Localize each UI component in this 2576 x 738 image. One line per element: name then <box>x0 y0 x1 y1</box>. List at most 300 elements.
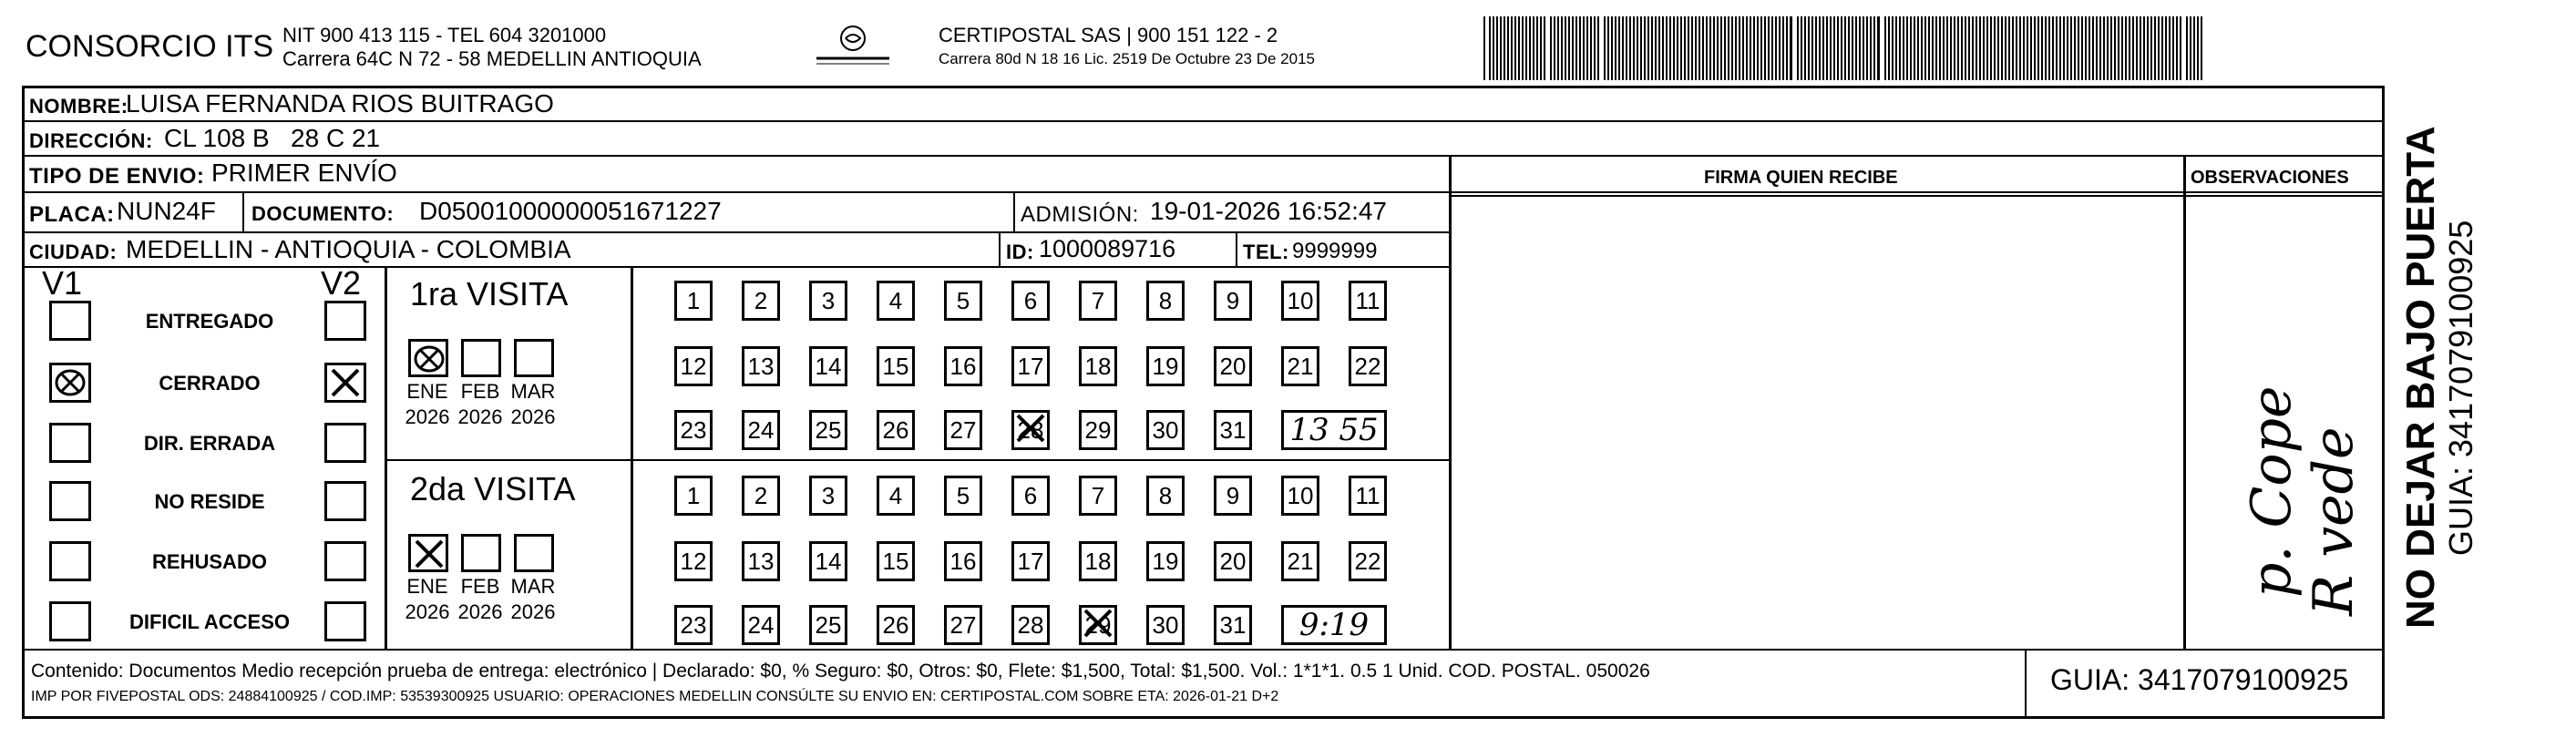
barcode-bar <box>1852 16 1853 80</box>
barcode-bar <box>1801 16 1802 80</box>
certipostal-name: CERTIPOSTAL SAS | 900 151 122 - 2 <box>939 24 1278 46</box>
barcode-bar <box>1557 16 1559 80</box>
day-box[interactable]: 14 <box>809 541 847 581</box>
day-box[interactable]: 2 <box>742 476 780 516</box>
barcode-bar <box>2041 16 2043 80</box>
barcode-bar <box>2074 16 2076 80</box>
placa-label: PLACA: <box>29 202 115 227</box>
day-box[interactable]: 29 <box>1079 410 1117 450</box>
barcode-bar <box>1489 16 1491 80</box>
day-box[interactable]: 23 <box>674 410 713 450</box>
admision-value: 19-01-2026 16:52:47 <box>1150 197 1387 225</box>
barcode-bar <box>2193 16 2195 80</box>
day-box[interactable]: 22 <box>1349 346 1387 386</box>
barcode-bar <box>2107 16 2109 80</box>
tel-value: 9999999 <box>1292 239 1378 263</box>
barcode-bar <box>2059 16 2061 80</box>
barcode-bar <box>1651 16 1653 80</box>
day-box[interactable]: 17 <box>1011 346 1050 386</box>
barcode-bar <box>1811 16 1813 80</box>
v1-checkbox[interactable] <box>49 601 91 641</box>
certipostal-info <box>939 24 1315 71</box>
visit-title: 1ra VISITA <box>410 275 569 313</box>
observaciones-label: OBSERVACIONES <box>2191 168 2349 188</box>
day-box[interactable]: 6 <box>1011 476 1050 516</box>
footer-imp: IMP POR FIVEPOSTAL ODS: 24884100925 / COD.IMP: 53539300925 USUARIO: OPERACIONES MEDELLIN CONSÚLTE SU ENVIO EN: CERTIPOSTAL.COM SOBRE ETA: 2026-01-21 D+2 <box>31 689 1279 704</box>
v2-checkbox[interactable] <box>324 301 366 341</box>
day-box[interactable]: 9 <box>1214 476 1252 516</box>
barcode-bar <box>1680 16 1682 80</box>
day-box[interactable]: 15 <box>877 541 915 581</box>
day-box[interactable]: 5 <box>944 476 982 516</box>
day-box[interactable]: 6 <box>1011 281 1050 321</box>
barcode-bar <box>1735 16 1737 80</box>
month-year: 2026 <box>510 600 556 623</box>
signature-area[interactable] <box>1451 197 2183 649</box>
barcode-bar <box>1815 16 1817 80</box>
day-box[interactable]: 4 <box>877 281 915 321</box>
day-box[interactable]: 8 <box>1146 281 1185 321</box>
v1-checkbox[interactable] <box>49 363 91 403</box>
day-box[interactable]: 13 <box>742 346 780 386</box>
barcode-bar <box>1976 16 1977 80</box>
day-box[interactable]: 23 <box>674 605 713 645</box>
barcode-bar <box>1910 16 1912 80</box>
v1-checkbox[interactable] <box>49 481 91 521</box>
day-box[interactable]: 7 <box>1079 476 1117 516</box>
day-box[interactable]: 13 <box>742 541 780 581</box>
barcode-bar <box>1771 16 1773 80</box>
day-marked-icon <box>1012 411 1049 455</box>
barcode-bar <box>2114 16 2116 80</box>
side-guia: GUIA: 3417079100925 <box>2442 220 2479 556</box>
barcode-bar <box>2172 16 2174 80</box>
month-checkbox[interactable] <box>461 534 501 572</box>
barcode-bar <box>1607 16 1609 80</box>
v2-header: V2 <box>321 264 362 302</box>
barcode-bar <box>2186 16 2188 80</box>
company-address: Carrera 64C N 72 - 58 MEDELLIN ANTIOQUIA <box>282 47 702 70</box>
barcode-bar <box>1906 16 1908 80</box>
barcode-bar <box>1957 16 1959 80</box>
barcode-bar <box>1961 16 1963 80</box>
barcode-bar <box>1764 16 1766 80</box>
company-info <box>282 24 702 71</box>
id-label: ID: <box>1006 241 1034 263</box>
barcode-bar <box>1986 16 1988 80</box>
day-box[interactable]: 15 <box>877 346 915 386</box>
day-box[interactable]: 24 <box>742 605 780 645</box>
barcode-bar <box>1522 16 1524 80</box>
day-box[interactable]: 14 <box>809 346 847 386</box>
barcode-bar <box>1655 16 1657 80</box>
status-label: CERRADO <box>159 372 261 395</box>
barcode-bar <box>2092 16 2094 80</box>
month-name: MAR <box>510 575 556 598</box>
barcode-bar <box>2140 16 2141 80</box>
company-nit: NIT 900 413 115 - TEL 604 3201000 <box>282 24 607 46</box>
day-box[interactable]: 21 <box>1281 346 1319 386</box>
barcode-bar <box>1611 16 1613 80</box>
barcode-bar <box>1724 16 1726 80</box>
barcode-bar <box>1493 16 1494 80</box>
barcode-bar <box>2161 16 2163 80</box>
barcode-bar <box>1572 16 1574 80</box>
status-label: ENTREGADO <box>145 310 274 333</box>
barcode-bar <box>2099 16 2101 80</box>
day-box[interactable]: 27 <box>944 410 982 450</box>
v1-checkbox[interactable] <box>49 541 91 581</box>
barcode-bar <box>1753 16 1755 80</box>
day-box[interactable]: 19 <box>1146 346 1185 386</box>
observaciones-area[interactable] <box>2185 197 2382 649</box>
status-label: DIR. ERRADA <box>143 432 276 455</box>
barcode-bar <box>1561 16 1563 80</box>
direccion-value: CL 108 B 28 C 21 <box>164 124 381 152</box>
barcode-bar <box>1833 16 1835 80</box>
barcode-bar <box>1746 16 1748 80</box>
barcode-bar <box>1717 16 1719 80</box>
day-box[interactable]: 8 <box>1146 476 1185 516</box>
tel-label: TEL: <box>1243 241 1289 263</box>
id-value: 1000089716 <box>1039 235 1176 262</box>
barcode-bar <box>1994 16 1996 80</box>
barcode-bar <box>1688 16 1689 80</box>
nombre-label: NOMBRE: <box>29 95 128 118</box>
barcode-bar <box>1808 16 1810 80</box>
observaciones-handwriting-2: R vede <box>2302 426 2366 616</box>
barcode-bar <box>1565 16 1566 80</box>
barcode-bar <box>2154 16 2156 80</box>
barcode-bar <box>1775 16 1777 80</box>
barcode-bar <box>1618 16 1620 80</box>
check-x-icon <box>411 537 447 571</box>
day-box[interactable]: 1 <box>674 476 713 516</box>
barcode-bar <box>1720 16 1722 80</box>
barcode-bar <box>1870 16 1872 80</box>
barcode-bar <box>1819 16 1821 80</box>
barcode-bar <box>1533 16 1534 80</box>
day-box[interactable]: 25 <box>809 605 847 645</box>
barcode-bar <box>1507 16 1509 80</box>
barcode-bar <box>2136 16 2138 80</box>
barcode-bar <box>1848 16 1850 80</box>
day-box[interactable]: 30 <box>1146 410 1185 450</box>
barcode-bar <box>2190 16 2191 80</box>
month-year: 2026 <box>405 405 450 428</box>
barcode-bar <box>1899 16 1901 80</box>
visit-time[interactable]: 13 55 <box>1281 410 1387 450</box>
barcode-bar <box>2169 16 2171 80</box>
barcode-bar <box>1782 16 1784 80</box>
v1-checkbox[interactable] <box>49 301 91 341</box>
day-box[interactable]: 3 <box>809 281 847 321</box>
day-box[interactable]: 22 <box>1349 541 1387 581</box>
month-year: 2026 <box>457 405 503 428</box>
barcode-bar <box>2165 16 2167 80</box>
barcode-bar <box>1863 16 1864 80</box>
barcode-bar <box>1859 16 1861 80</box>
month-checkbox[interactable] <box>408 534 448 572</box>
barcode-bar <box>1640 16 1642 80</box>
ciudad-value: MEDELLIN - ANTIOQUIA - COLOMBIA <box>126 235 571 263</box>
barcode-bar <box>2147 16 2149 80</box>
barcode-bar <box>1924 16 1926 80</box>
barcode-bar <box>1917 16 1919 80</box>
barcode-bar <box>2089 16 2090 80</box>
barcode-bar <box>1750 16 1751 80</box>
barcode-bar <box>1615 16 1616 80</box>
barcode-bar <box>2037 16 2039 80</box>
admision-label: ADMISIÓN: <box>1021 202 1139 227</box>
day-box[interactable]: 5 <box>944 281 982 321</box>
barcode-bar <box>1500 16 1502 80</box>
month-label <box>501 574 565 625</box>
barcode-bar <box>1972 16 1974 80</box>
month-checkbox[interactable] <box>514 534 554 572</box>
barcode-bar <box>1830 16 1832 80</box>
month-checkbox[interactable] <box>461 339 501 377</box>
month-checkbox[interactable] <box>408 339 448 377</box>
barcode-bar <box>1837 16 1839 80</box>
barcode-bar <box>1932 16 1934 80</box>
barcode-bar <box>2197 16 2199 80</box>
barcode-bar <box>1877 16 1880 80</box>
barcode-bar <box>1965 16 1966 80</box>
v2-checkbox[interactable] <box>324 363 366 403</box>
day-box[interactable]: 26 <box>877 410 915 450</box>
day-box[interactable]: 21 <box>1281 541 1319 581</box>
circled-x-icon <box>411 342 447 376</box>
barcode-bar <box>1895 16 1897 80</box>
v2-checkbox[interactable] <box>324 423 366 463</box>
barcode-bar <box>1950 16 1952 80</box>
observaciones-handwriting-1: p. Cope <box>2240 385 2304 598</box>
month-checkbox[interactable] <box>514 339 554 377</box>
barcode-bar <box>1525 16 1527 80</box>
barcode-bar <box>1629 16 1631 80</box>
barcode-bar <box>1979 16 1981 80</box>
barcode-bar <box>1622 16 1624 80</box>
barcode-bar <box>1731 16 1733 80</box>
barcode-bar <box>1797 16 1799 80</box>
barcode-bar <box>1990 16 1992 80</box>
day-box[interactable]: 28 <box>1011 410 1050 450</box>
day-box[interactable]: 25 <box>809 410 847 450</box>
nombre-value: LUISA FERNANDA RIOS BUITRAGO <box>126 89 554 118</box>
barcode-bar <box>2176 16 2178 80</box>
barcode-bar <box>1939 16 1941 80</box>
barcode-bar <box>1841 16 1842 80</box>
barcode-bar <box>2143 16 2145 80</box>
status-label: DIFICIL ACCESO <box>128 610 290 633</box>
month-name: FEB <box>460 380 500 403</box>
month-label <box>501 379 565 430</box>
day-box[interactable]: 17 <box>1011 541 1050 581</box>
month-year: 2026 <box>457 600 503 623</box>
day-box[interactable]: 9 <box>1214 281 1252 321</box>
month-year: 2026 <box>510 405 556 428</box>
barcode-bar <box>1699 16 1700 80</box>
barcode-bar <box>1866 16 1868 80</box>
barcode-bar <box>1579 16 1581 80</box>
day-box[interactable]: 3 <box>809 476 847 516</box>
v2-checkbox[interactable] <box>324 601 366 641</box>
day-box[interactable]: 10 <box>1281 281 1319 321</box>
barcode-bar <box>1702 16 1704 80</box>
day-box[interactable]: 11 <box>1349 476 1387 516</box>
visit-title: 2da VISITA <box>410 470 576 507</box>
day-box[interactable]: 24 <box>742 410 780 450</box>
barcode-bar <box>1943 16 1945 80</box>
barcode-bar <box>1935 16 1937 80</box>
v2-checkbox[interactable] <box>324 481 366 521</box>
barcode-bar <box>2023 16 2025 80</box>
day-box[interactable]: 31 <box>1214 410 1252 450</box>
barcode-bar <box>1586 16 1588 80</box>
barcode-bar <box>1626 16 1627 80</box>
barcode-bar <box>1554 16 1555 80</box>
day-box[interactable]: 27 <box>944 605 982 645</box>
barcode-bar <box>1954 16 1955 80</box>
day-box[interactable]: 16 <box>944 346 982 386</box>
barcode-bar <box>1844 16 1846 80</box>
barcode-bar <box>1666 16 1668 80</box>
barcode-bar <box>2063 16 2065 80</box>
firma-label: FIRMA QUIEN RECIBE <box>1704 168 1898 188</box>
month-name: FEB <box>460 575 500 598</box>
barcode-bar <box>2001 16 2003 80</box>
barcode-bar <box>2045 16 2047 80</box>
barcode-bar <box>1786 16 1788 80</box>
company-name: CONSORCIO ITS <box>26 29 274 64</box>
day-box[interactable]: 31 <box>1214 605 1252 645</box>
barcode-bar <box>1684 16 1686 80</box>
barcode-bar <box>1739 16 1740 80</box>
barcode-bar <box>1637 16 1638 80</box>
visit-time[interactable]: 9:19 <box>1281 605 1387 645</box>
barcode-bar <box>1590 16 1592 80</box>
barcode-bar <box>1644 16 1646 80</box>
day-box[interactable]: 26 <box>877 605 915 645</box>
barcode-bar <box>1983 16 1985 80</box>
day-box[interactable]: 12 <box>674 346 713 386</box>
v1-checkbox[interactable] <box>49 423 91 463</box>
footer-contenido: Contenido: Documentos Medio recepción prueba de entrega: electrónico | Declarado: $0, % Seguro: $0, Otros: $0, Flete: $1,500, Total: $1,500. Vol.: 1*1*1. 0.5 1 Unid. COD. POSTAL. 050026 <box>31 661 1650 682</box>
barcode-bar <box>1884 16 1886 80</box>
day-box[interactable]: 20 <box>1214 541 1252 581</box>
day-box[interactable]: 4 <box>877 476 915 516</box>
barcode-bar <box>1728 16 1729 80</box>
day-box[interactable]: 16 <box>944 541 982 581</box>
barcode-bar <box>1804 16 1806 80</box>
barcode-bar <box>1496 16 1498 80</box>
barcode-bar <box>1855 16 1857 80</box>
barcode-bar <box>1968 16 1970 80</box>
v1-header: V1 <box>42 264 83 302</box>
barcode-bar <box>1695 16 1697 80</box>
barcode-bar <box>1757 16 1759 80</box>
barcode-bar <box>1946 16 1948 80</box>
barcode-bar <box>2052 16 2054 80</box>
day-box[interactable]: 28 <box>1011 605 1050 645</box>
barcode-bar <box>2030 16 2032 80</box>
barcode-bar <box>1713 16 1715 80</box>
barcode-bar <box>1709 16 1711 80</box>
barcode-bar <box>1550 16 1552 80</box>
barcode-bar <box>1568 16 1570 80</box>
barcode-bar <box>2129 16 2130 80</box>
barcode-bar <box>1673 16 1675 80</box>
check-x-icon <box>327 365 364 400</box>
barcode-bar <box>1597 16 1599 80</box>
barcode-bar <box>1529 16 1531 80</box>
barcode-bar <box>2180 16 2181 80</box>
barcode-bar <box>1604 16 1606 80</box>
day-box[interactable]: 18 <box>1079 346 1117 386</box>
barcode-bar <box>2005 16 2006 80</box>
barcode-bar <box>1514 16 1516 80</box>
day-box[interactable]: 18 <box>1079 541 1117 581</box>
barcode-bar <box>2016 16 2017 80</box>
barcode-bar <box>1822 16 1824 80</box>
barcode-bar <box>2085 16 2087 80</box>
barcode-bar <box>1594 16 1596 80</box>
barcode-bar <box>2125 16 2127 80</box>
day-box[interactable]: 12 <box>674 541 713 581</box>
month-name: ENE <box>406 575 448 598</box>
day-box[interactable]: 2 <box>742 281 780 321</box>
barcode-bar <box>2118 16 2119 80</box>
barcode-bar <box>2027 16 2028 80</box>
status-label: NO RESIDE <box>154 490 265 513</box>
barcode-bar <box>2201 16 2202 80</box>
day-box[interactable]: 7 <box>1079 281 1117 321</box>
month-name: ENE <box>406 380 448 403</box>
barcode-bar <box>2158 16 2160 80</box>
v2-checkbox[interactable] <box>324 541 366 581</box>
barcode-bar <box>1575 16 1577 80</box>
status-label: REHUSADO <box>152 550 267 573</box>
tipo-value: PRIMER ENVÍO <box>211 159 397 187</box>
no-dejar-label: NO DEJAR BAJO PUERTA <box>2398 126 2443 629</box>
barcode-bar <box>1760 16 1762 80</box>
day-box[interactable]: 19 <box>1146 541 1185 581</box>
day-box[interactable]: 10 <box>1281 476 1319 516</box>
day-box[interactable]: 1 <box>674 281 713 321</box>
barcode-bar <box>1928 16 1930 80</box>
barcode-bar <box>2056 16 2058 80</box>
barcode-bar <box>1997 16 1999 80</box>
barcode-bar <box>1483 16 1485 80</box>
documento-label: DOCUMENTO: <box>251 202 395 225</box>
barcode-bar <box>1873 16 1875 80</box>
barcode-bar <box>1536 16 1538 80</box>
certipostal-logo-icon <box>809 24 897 69</box>
day-box[interactable]: 11 <box>1349 281 1387 321</box>
tipo-label: TIPO DE ENVIO: <box>29 164 205 189</box>
barcode-bar <box>2070 16 2072 80</box>
barcode-bar <box>1706 16 1708 80</box>
direccion-label: DIRECCIÓN: <box>29 129 153 152</box>
day-box[interactable]: 29 <box>1079 605 1117 645</box>
barcode-bar <box>1633 16 1635 80</box>
barcode-bar <box>1504 16 1505 80</box>
day-marked-icon <box>1080 606 1116 650</box>
day-box[interactable]: 30 <box>1146 605 1185 645</box>
barcode-bar <box>1903 16 1904 80</box>
day-box[interactable]: 20 <box>1214 346 1252 386</box>
